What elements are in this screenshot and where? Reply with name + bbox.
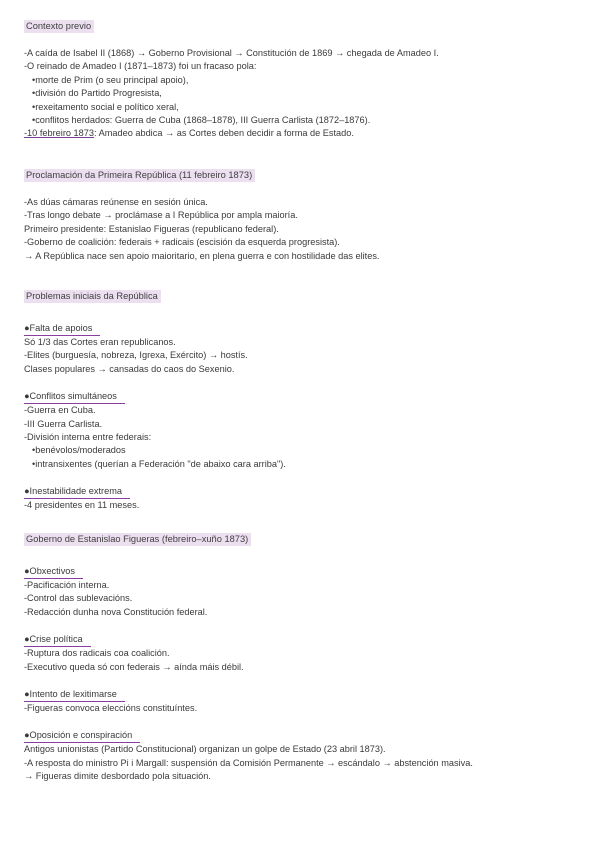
subheading: ●Inestabilidade extrema — [24, 485, 130, 499]
section-goberno-figueras — [24, 529, 584, 784]
text-line: Só 1/3 das Cortes eran republicanos. — [24, 337, 176, 347]
bullet-line: •división do Partido Progresista, — [32, 88, 162, 99]
subheading: ●Obxectivos — [24, 565, 83, 579]
text-line: -4 presidentes en 11 meses. — [24, 500, 140, 511]
text-line: -Redacción dunha nova Constitución federal. — [24, 606, 208, 617]
text-line: -Pacificación interna. — [24, 580, 110, 590]
section-heading: Goberno de Estanislao Figueras (febreiro–xuño 1873) — [24, 533, 251, 546]
text-line: Clases populares → cansadas do caos do Sexenio. — [24, 363, 235, 374]
text-line: -A caída de Isabel II (1868) → Goberno Provisional → Constitución de 1869 → chegada de Amadeo I. — [24, 48, 439, 58]
text-line: -Ruptura dos radicais coa coalición. — [24, 648, 170, 659]
section-contexto-previo — [24, 16, 584, 141]
section-problemas-iniciais — [24, 286, 584, 513]
text-fragment: : Amadeo abdica → as Cortes deben decidir a forma de Estado. — [93, 128, 354, 139]
text-line: Antigos unionistas (Partido Constitucional) organizan un golpe de Estado (23 abril 1873). — [24, 744, 386, 755]
text-line: -III Guerra Carlista. — [24, 418, 103, 429]
text-line: → A República nace sen apoio maioritario, en plena guerra e con hostilidade das elites. — [24, 250, 380, 261]
section-heading: Problemas iniciais da República — [24, 290, 161, 303]
text-line: -O reinado de Amadeo I (1871–1873) foi un fracaso pola: — [24, 61, 257, 72]
bullet-line: •intransixentes (querían a Federación "de abaixo cara arriba"). — [32, 458, 286, 469]
text-line: -Tras longo debate → proclámase a I República por ampla maioría. — [24, 210, 298, 221]
text-line: -Elites (burguesía, nobreza, Igrexa, Exército) → hostís. — [24, 350, 248, 361]
subheading: ●Intento de lexitimarse — [24, 688, 125, 702]
text-line: -Goberno de coalición: federais + radicais (escisión da esquerda progresista). — [24, 237, 340, 248]
text-line: -Figueras convoca eleccións constituíntes. — [24, 703, 198, 714]
bullet-line: •rexeitamento social e político xeral, — [32, 101, 179, 112]
text-line: -Control das sublevacións. — [24, 593, 133, 604]
text-line: -As dúas cámaras reúnense en sesión única. — [24, 197, 208, 207]
bullet-line: •benévolos/moderados — [32, 445, 126, 456]
section-proclamacion — [24, 165, 584, 263]
text-line: → Figueras dimite desbordado pola situación. — [24, 771, 211, 782]
bullet-line: •conflitos herdados: Guerra de Cuba (1868–1878), III Guerra Carlista (1872–1876). — [32, 115, 371, 126]
text-line: Primeiro presidente: Estanislao Figueras (republicano federal). — [24, 223, 279, 234]
subheading: ●Falta de apoios — [24, 322, 100, 336]
subheading: ●Crise política — [24, 633, 91, 647]
text-line: -Executivo queda só con federais → aínda máis débil. — [24, 661, 244, 672]
text-line: -A resposta do ministro Pi i Margall: suspensión da Comisión Permanente → escándalo → abstención masiva. — [24, 757, 473, 768]
section-heading: Contexto previo — [24, 20, 94, 33]
section-heading: Proclamación da Primeira República (11 febreiro 1873) — [24, 169, 255, 182]
text-line: -Guerra en Cuba. — [24, 405, 96, 416]
bullet-line: •morte de Prim (o seu principal apoio), — [32, 74, 189, 85]
date-underlined: -10 febreiro 1873 — [24, 128, 94, 139]
text-line — [24, 127, 584, 140]
text-line: -División interna entre federais: — [24, 432, 152, 443]
subheading: ●Oposición e conspiración — [24, 729, 140, 743]
subheading: ●Conflitos simultáneos — [24, 390, 125, 404]
